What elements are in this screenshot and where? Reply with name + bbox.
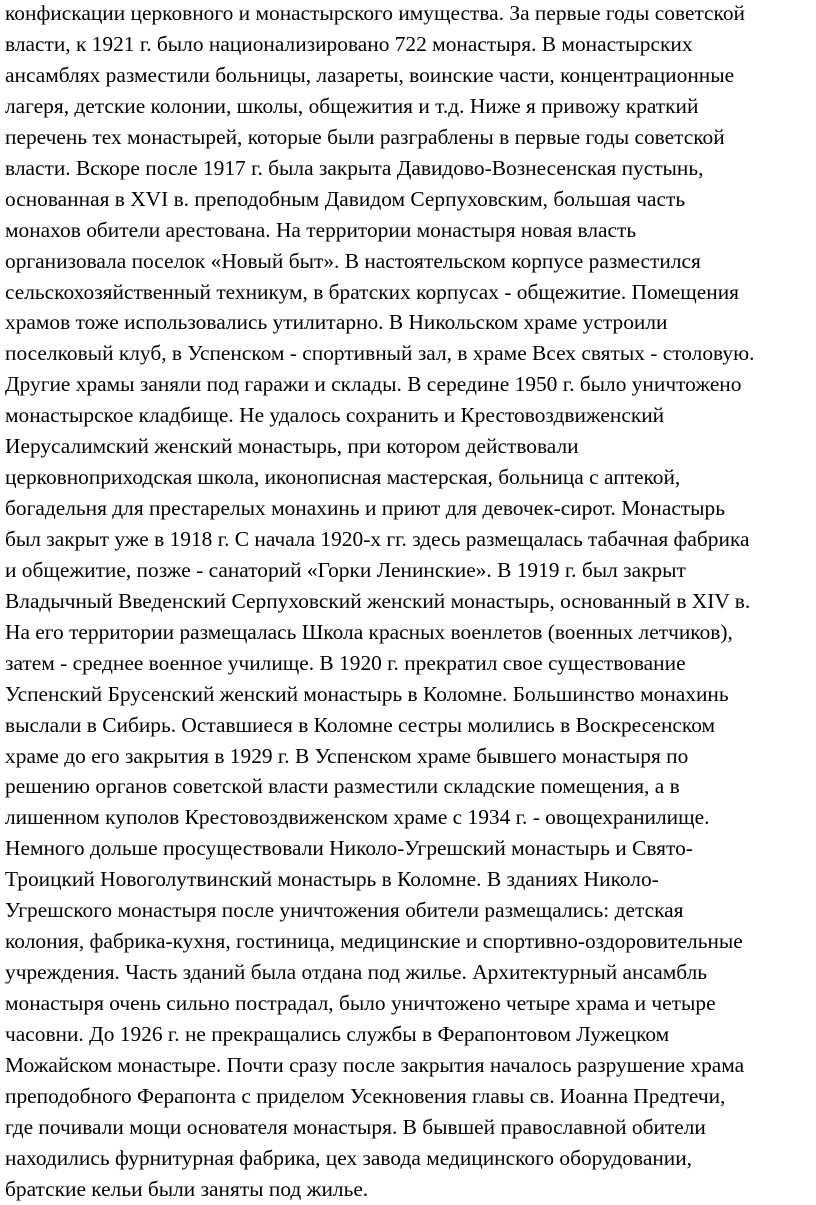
text-line-38: находились фурнитурная фабрика, цех завода медицинского оборудовании, (5, 1146, 693, 1170)
text-line-15: Иерусалимский женский монастырь, при котором действовали (5, 434, 579, 458)
text-line-36: преподобного Ферапонта с приделом Усекновения главы св. Иоанна Предтечи, (5, 1084, 726, 1108)
text-line-3: ансамблях разместили больницы, лазареты, воинские части, концентрационные (5, 63, 735, 87)
text-line-16: церковноприходская школа, иконописная мастерская, больница с аптекой, (5, 465, 681, 489)
text-line-7: основанная в XVI в. преподобным Давидом Серпуховским, большая часть (5, 187, 686, 211)
text-line-39: братские кельи были заняты под жилье. (5, 1177, 369, 1201)
text-line-24: выслали в Сибирь. Оставшиеся в Коломне сестры молились в Воскресенском (5, 713, 716, 737)
text-line-26: решению органов советской власти разместили складские помещения, а в (5, 774, 680, 798)
text-line-2: власти, к 1921 г. было национализировано 722 монастыря. В монастырских (5, 32, 693, 56)
text-line-17: богадельня для престарелых монахинь и приют для девочек-сирот. Монастырь (5, 496, 725, 520)
text-line-10: сельскохозяйственный техникум, в братских корпусах - общежитие. Помещения (5, 280, 739, 304)
text-line-8: монахов обители арестована. На территории монастыря новая власть (5, 218, 637, 242)
text-line-29: Троицкий Новоголутвинский монастырь в Коломне. В зданиях Николо- (5, 867, 659, 891)
text-line-37: где почивали мощи основателя монастыря. В бывшей православной обители (5, 1115, 706, 1139)
text-line-32: учреждения. Часть зданий была отдана под жилье. Архитектурный ансамбль (5, 960, 708, 984)
text-line-18: был закрыт уже в 1918 г. С начала 1920-х гг. здесь размещалась табачная фабрика (5, 527, 750, 551)
text-line-14: монастырское кладбище. Не удалось сохранить и Крестовоздвиженский (5, 403, 665, 427)
text-line-35: Можайском монастыре. Почти сразу после закрытия началось разрушение храма (5, 1053, 745, 1077)
text-line-6: власти. Вскоре после 1917 г. была закрыта Давидово-Вознесенская пустынь, (5, 156, 704, 180)
text-line-33: монастыря очень сильно пострадал, было уничтожено четыре храма и четыре (5, 991, 716, 1015)
text-line-25: храме до его закрытия в 1929 г. В Успенском храме бывшего монастыря по (5, 744, 689, 768)
text-line-20: Владычный Введенский Серпуховский женский монастырь, основанный в XIV в. (5, 589, 751, 613)
text-line-23: Успенский Брусенский женский монастырь в Коломне. Большинство монахинь (5, 682, 729, 706)
document-page (5, 0, 816, 1201)
text-line-28: Немного дольше просуществовали Николо-Угрешский монастырь и Свято- (5, 836, 693, 860)
text-line-12: поселковый клуб, в Успенском - спортивный зал, в храме Всех святых - столовую. (5, 341, 755, 365)
text-line-31: колония, фабрика-кухня, гостиница, медицинские и спортивно-оздоровительные (5, 929, 743, 953)
text-line-9: организовала поселок «Новый быт». В настоятельском корпусе разместился (5, 249, 701, 273)
text-line-4: лагеря, детские колонии, школы, общежития и т.д. Ниже я привожу краткий (5, 94, 699, 118)
text-line-11: храмов тоже использовались утилитарно. В Никольском храме устроили (5, 310, 668, 334)
text-line-13: Другие храмы заняли под гаражи и склады. В середине 1950 г. было уничтожено (5, 372, 742, 396)
text-line-30: Угрешского монастыря после уничтожения обители размещались: детская (5, 898, 684, 922)
text-line-19: и общежитие, позже - санаторий «Горки Ленинские». В 1919 г. был закрыт (5, 558, 686, 582)
text-line-27: лишенном куполов Крестовоздвиженском храме с 1934 г. - овощехранилище. (5, 805, 710, 829)
text-line-22: затем - среднее военное училище. В 1920 г. прекратил свое существование (5, 651, 686, 675)
text-line-5: перечень тех монастырей, которые были разграблены в первые годы советской (5, 125, 725, 149)
text-line-1: конфискации церковного и монастырского имущества. За первые годы советской (5, 1, 745, 25)
text-line-21: На его территории размещалась Школа красных военлетов (военных летчиков), (5, 620, 733, 644)
text-line-34: часовни. До 1926 г. не прекращались службы в Ферапонтовом Лужецком (5, 1022, 670, 1046)
